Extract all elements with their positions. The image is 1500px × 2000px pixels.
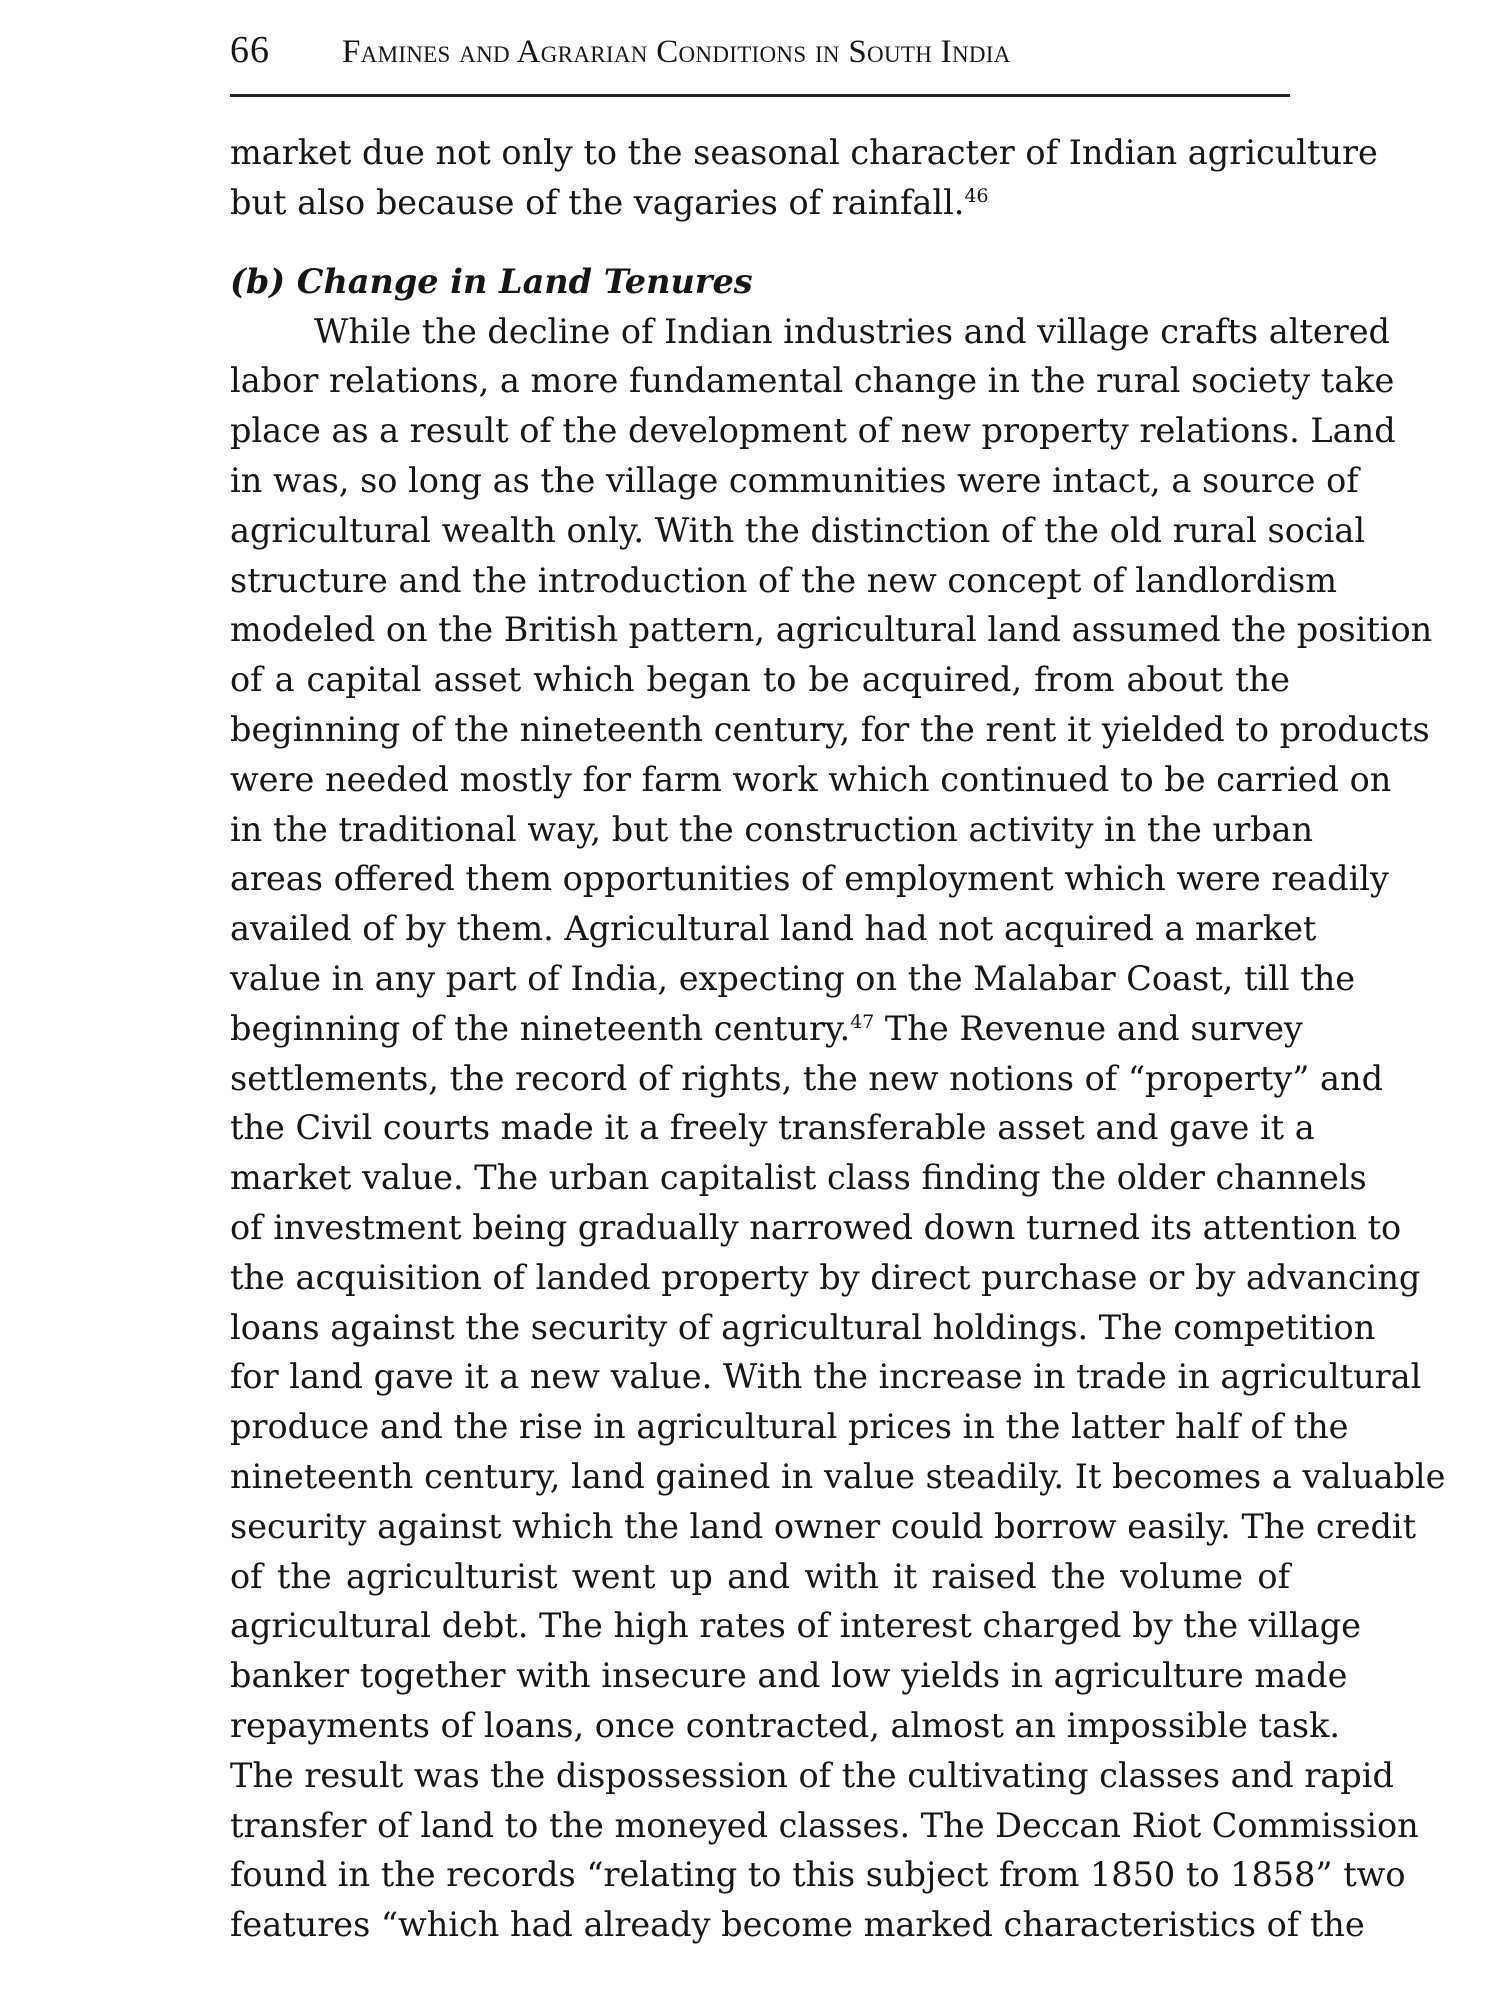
- text-line: in the traditional way, but the construction activity in the urban: [230, 809, 1314, 849]
- header-rule: [230, 94, 1290, 97]
- page-number: 66: [230, 29, 270, 71]
- text-line: The result was the dispossession of the cultivating classes and rapid: [230, 1755, 1394, 1795]
- running-title: Famines and Agrarian Conditions in South India: [342, 34, 1011, 70]
- text-line: repayments of loans, once contracted, almost an impossible task.: [230, 1705, 1341, 1745]
- text-line: loans against the security of agricultural holdings. The competition: [230, 1307, 1376, 1347]
- text-line: of investment being gradually narrowed down turned its attention to: [230, 1207, 1402, 1247]
- text-line: value in any part of India, expecting on the Malabar Coast, till the: [230, 958, 1356, 998]
- text-line: in was, so long as the village communities were intact, a source of: [230, 460, 1359, 500]
- text-line: market due not only to the seasonal character of Indian agriculture: [230, 133, 1378, 172]
- text-line: agricultural debt. The high rates of interest charged by the village: [230, 1606, 1361, 1646]
- text-line: agricultural wealth only. With the distinction of the old rural social: [230, 510, 1366, 550]
- text-line: produce and the rise in agricultural prices in the latter half of the: [230, 1407, 1349, 1447]
- footnote-ref: 47: [850, 1010, 875, 1033]
- text-line: availed of by them. Agricultural land had not acquired a market: [230, 909, 1317, 949]
- text-line: structure and the introduction of the new concept of landlordism: [230, 560, 1338, 600]
- text-line: banker together with insecure and low yields in agriculture made: [230, 1656, 1348, 1696]
- text-line-content: but also because of the vagaries of rainfall.: [230, 182, 965, 222]
- text-line: transfer of land to the moneyed classes. The Deccan Riot Commission: [230, 1805, 1419, 1845]
- text-line: found in the records “relating to this subject from 1850 to 1858” two: [230, 1855, 1406, 1895]
- text-line: While the decline of Indian industries and village crafts altered: [314, 311, 1390, 351]
- section-heading: (b) Change in Land Tenures: [230, 261, 753, 301]
- text-line: labor relations, a more fundamental change in the rural society take: [230, 361, 1395, 401]
- text-line: security against which the land owner could borrow easily. The credit: [230, 1506, 1417, 1546]
- text-line: the Civil courts made it a freely transferable asset and gave it a: [230, 1108, 1315, 1148]
- text-line-content: The Revenue and survey: [874, 1008, 1303, 1048]
- text-line: modeled on the British pattern, agricultural land assumed the position: [230, 610, 1433, 650]
- text-line: nineteenth century, land gained in value steadily. It becomes a valuable: [230, 1456, 1446, 1496]
- text-line: for land gave it a new value. With the increase in trade in agricultural: [230, 1357, 1422, 1397]
- text-line: areas offered them opportunities of employment which were readily: [230, 859, 1389, 899]
- running-head: [230, 28, 1290, 88]
- text-line: were needed mostly for farm work which continued to be carried on: [230, 759, 1392, 799]
- text-line: beginning of the nineteenth century, for the rent it yielded to products: [230, 709, 1430, 749]
- text-line: market value. The urban capitalist class finding the older channels: [230, 1158, 1367, 1198]
- text-line: settlements, the record of rights, the new notions of “property” and: [230, 1058, 1384, 1098]
- text-line: [230, 178, 1290, 228]
- book-page: [230, 0, 1446, 2000]
- text-line: features “which had already become marked characteristics of the: [230, 1905, 1365, 1945]
- footnote-ref: 46: [964, 184, 989, 207]
- text-line: of a capital asset which began to be acquired, from about the: [230, 660, 1290, 700]
- text-line: of the agriculturist went up and with it raised the volume of: [230, 1556, 1290, 1596]
- text-line-content: beginning of the nineteenth century.: [230, 1008, 851, 1048]
- text-line: [230, 1004, 1303, 1054]
- body-text: [230, 128, 1446, 1950]
- text-line: place as a result of the development of new property relations. Land: [230, 411, 1396, 451]
- text-line: the acquisition of landed property by direct purchase or by advancing: [230, 1257, 1421, 1297]
